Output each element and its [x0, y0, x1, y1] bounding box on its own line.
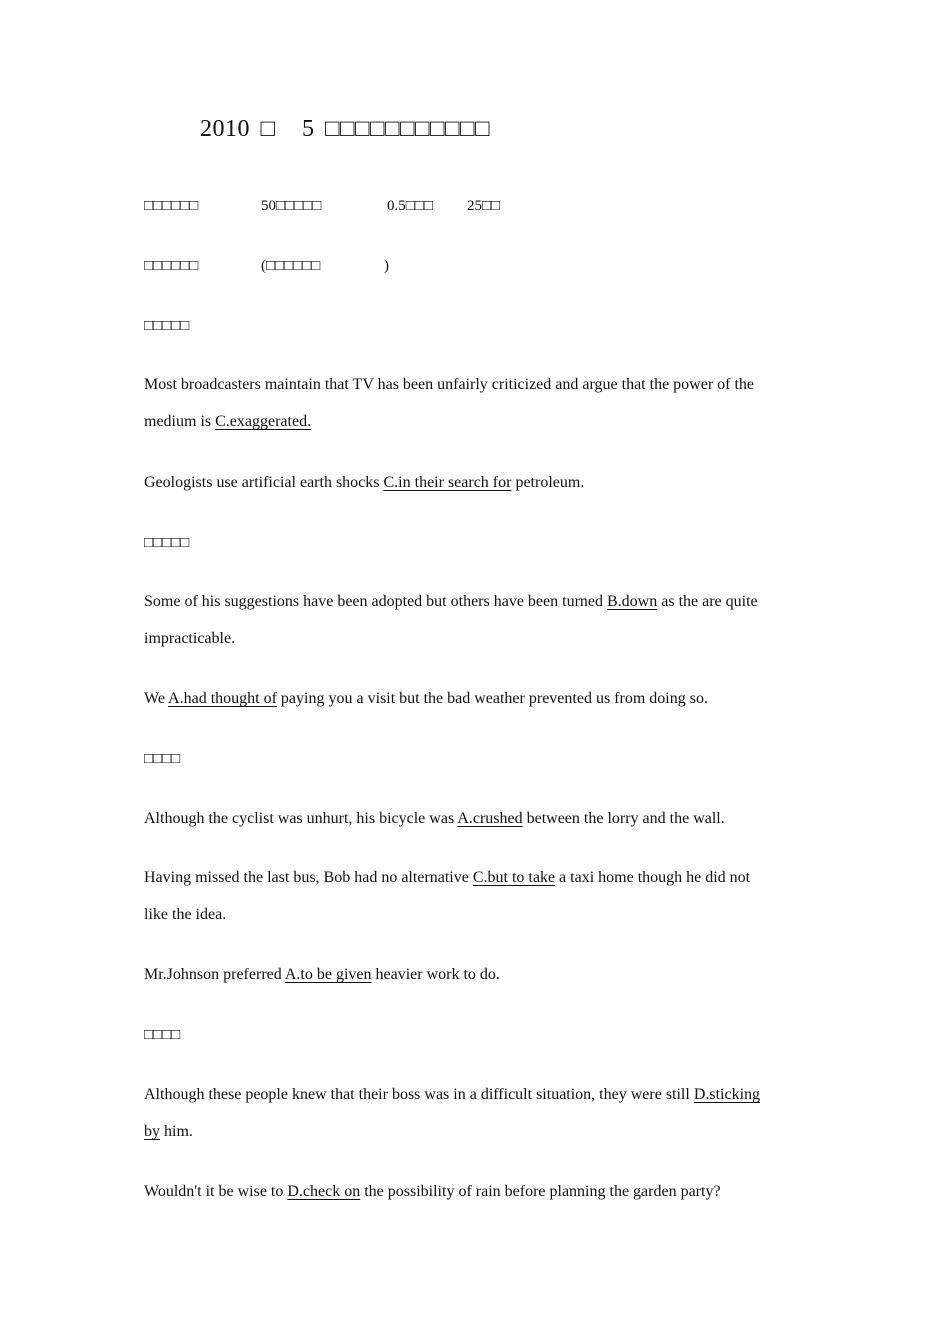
question-text-line2: impracticable.	[144, 630, 236, 647]
question-text: as the are quite	[657, 593, 758, 610]
meta1-score	[387, 198, 433, 215]
answer-text: C.exaggerated.	[215, 413, 312, 430]
answer-text: C.in their search for	[383, 474, 512, 491]
section-heading: □□□□	[144, 1027, 181, 1043]
title-year: 2010	[200, 116, 250, 142]
answer-text: A.to be given	[284, 966, 372, 983]
question-item	[144, 1173, 721, 1210]
meta1-c4: □□	[482, 198, 501, 214]
title-rest: □□□□□□□□□□□	[325, 116, 490, 142]
question-text: Some of his suggestions have been adopted but others have been turned	[144, 593, 607, 610]
question-text-line2	[144, 1113, 760, 1150]
page-title	[200, 116, 490, 143]
question-text: between the lorry and the wall.	[522, 810, 725, 827]
meta1-n2: 0.5	[387, 198, 406, 214]
question-item	[144, 464, 584, 501]
question-item	[144, 583, 758, 657]
question-item	[144, 366, 754, 440]
question-text-line1	[144, 859, 750, 896]
question-text-line1: Most broadcasters maintain that TV has been unfairly criticized and argue that the power of the	[144, 376, 755, 393]
section-heading: □□□□□	[144, 318, 190, 334]
question-text: medium is	[144, 413, 216, 430]
question-text-line1	[144, 1076, 760, 1113]
answer-text: by	[144, 1123, 160, 1140]
section-heading: □□□□□	[144, 535, 190, 551]
meta-line-1	[144, 198, 198, 215]
question-text-line1	[144, 583, 758, 620]
question-item	[144, 859, 750, 933]
question-item	[144, 680, 708, 717]
meta1-count	[261, 198, 321, 215]
title-month: 5	[302, 116, 315, 142]
meta1-c3: □□□	[405, 198, 433, 214]
meta1-n1: 50	[261, 198, 276, 214]
question-text: paying you a visit but the bad weather prevented us from doing so.	[276, 690, 708, 707]
question-item	[144, 1076, 760, 1150]
question-item	[144, 956, 500, 993]
question-text: Although the cyclist was unhurt, his bicycle was	[144, 810, 458, 827]
answer-text: D.check on	[287, 1183, 361, 1200]
meta1-total	[467, 198, 500, 215]
answer-text: D.sticking	[693, 1086, 761, 1103]
answer-text: A.had thought of	[168, 690, 277, 707]
question-text: him.	[160, 1123, 193, 1140]
question-text: Although these people knew that their boss was in a difficult situation, they were still	[144, 1086, 694, 1103]
question-item	[144, 800, 725, 837]
question-text: Having missed the last bus, Bob had no alternative	[144, 869, 473, 886]
meta2-label: □□□□□□	[144, 258, 199, 274]
question-text: petroleum.	[511, 474, 585, 491]
section-heading: □□□□	[144, 751, 181, 767]
title-char: □	[260, 116, 276, 142]
question-text: We	[144, 690, 169, 707]
question-text: Geologists use artificial earth shocks	[144, 474, 384, 491]
meta2-paren-close: )	[384, 258, 389, 274]
answer-text: B.down	[607, 593, 658, 610]
meta2-paren-open: (□□□□□□	[261, 258, 321, 274]
answer-text: C.but to take	[472, 869, 556, 886]
question-text: Mr.Johnson preferred	[144, 966, 285, 983]
question-text: the possibility of rain before planning the garden party?	[360, 1183, 721, 1200]
question-text-line2: like the idea.	[144, 906, 227, 923]
question-text: a taxi home though he did not	[555, 869, 751, 886]
question-text: Wouldn't it be wise to	[144, 1183, 288, 1200]
meta1-n3: 25	[467, 198, 482, 214]
question-text: heavier work to do.	[371, 966, 500, 983]
meta1-label: □□□□□□	[144, 198, 199, 214]
question-text-line2	[144, 403, 754, 440]
meta1-c2: □□□□□	[276, 198, 322, 214]
answer-text: A.crushed	[457, 810, 523, 827]
